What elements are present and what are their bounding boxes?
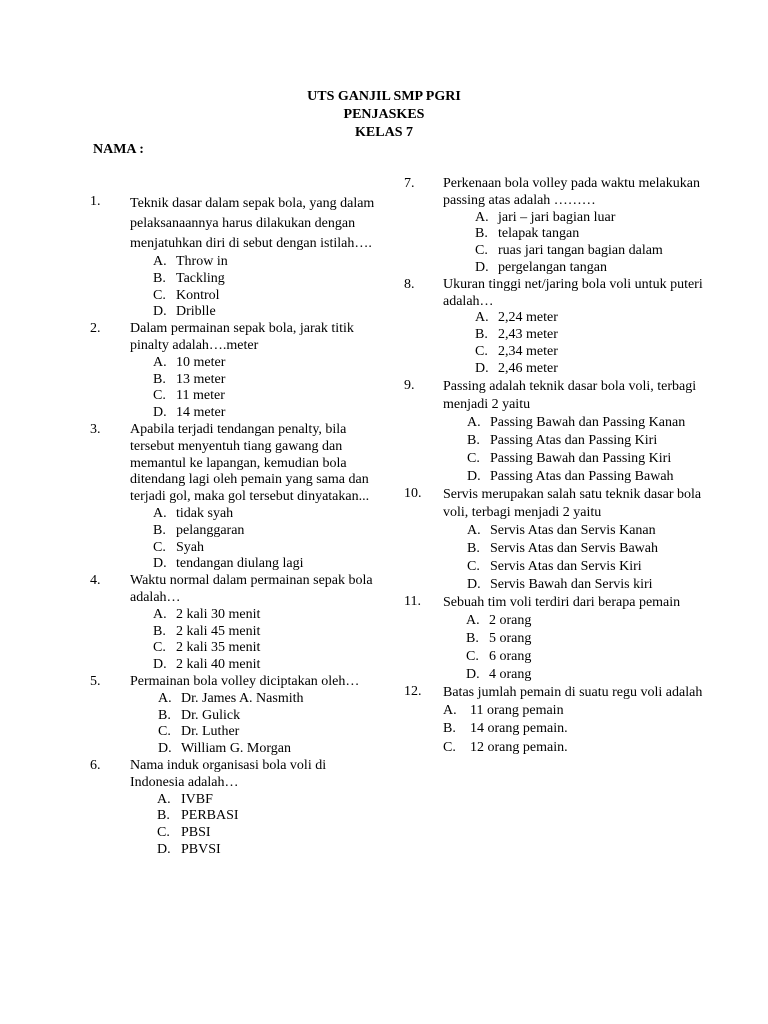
option-text: 11 meter [176,388,225,404]
question-text: Teknik dasar dalam sepak bola, yang dalam pelaksanaannya harus dilakukan dengan menjatuhkan diri di sebut dengan istilah…. [130,196,375,251]
left-column [90,194,380,859]
answer-option [130,640,380,657]
answer-option [130,657,380,674]
header-school: UTS GANJIL SMP PGRI [307,89,461,104]
option-text: PBVSI [181,841,221,857]
option-letter: C. [153,287,166,303]
question-11 [404,594,704,684]
option-letter: C. [157,825,170,841]
answer-option [130,388,380,405]
question-10 [404,486,704,594]
option-letter: D. [157,841,171,857]
question-1 [90,194,380,321]
option-text: Dr. Luther [181,724,240,740]
option-text: 6 orang [489,648,532,664]
question-5 [90,674,380,758]
answer-option [130,540,380,557]
answer-option [443,344,704,361]
answer-options [443,210,704,277]
option-text: PBSI [181,825,211,841]
option-letter: C. [153,539,166,555]
answer-option [443,666,704,684]
answer-option [443,432,704,450]
option-letter: B. [475,327,488,343]
question-2 [90,321,380,422]
option-text: 10 meter [176,354,226,370]
option-letter: A. [153,606,167,622]
answer-option [443,243,704,260]
answer-option [130,724,380,741]
answer-option [443,540,704,558]
option-letter: D. [153,657,167,673]
option-letter: C. [443,739,456,755]
answer-option [130,842,380,859]
answer-options [443,612,704,684]
option-letter: C. [466,648,479,664]
option-text: 4 orang [489,666,532,682]
option-letter: D. [158,741,172,757]
option-letter: D. [466,666,480,682]
option-letter: D. [153,405,167,421]
question-8 [404,277,704,378]
option-text: 2 kali 45 menit [176,623,261,639]
option-text: Kontrol [176,287,220,303]
answer-option [443,210,704,227]
answer-option [443,361,704,378]
question-number: 11. [404,593,421,609]
option-text: Driblle [176,304,216,320]
answer-option [443,450,704,468]
option-text: William G. Morgan [181,741,291,757]
option-text: 5 orang [489,630,532,646]
option-letter: C. [467,450,480,466]
answer-option [130,304,380,321]
question-text: Waktu normal dalam permainan sepak bola adalah… [130,573,373,605]
option-text: Dr. Gulick [181,707,241,723]
option-letter: A. [157,791,171,807]
answer-option [130,825,380,842]
option-letter: A. [443,702,457,718]
option-letter: D. [153,556,167,572]
option-letter: A. [153,254,167,269]
option-text: jari – jari bagian luar [498,209,616,225]
option-letter: C. [475,243,488,259]
option-letter: A. [467,414,481,430]
question-number: 10. [404,485,422,501]
question-number: 5. [90,673,101,689]
answer-option [443,260,704,277]
question-text: Nama induk organisasi bola voli di Indonesia adalah… [130,757,327,790]
answer-options [443,310,704,377]
answer-option [443,576,704,594]
option-text: PERBASI [181,808,239,824]
answer-option [443,327,704,344]
option-text: 2,46 meter [498,360,558,376]
name-label: NAMA : [93,142,144,157]
option-letter: A. [153,505,167,521]
answer-options [443,702,704,758]
option-letter: B. [158,707,171,723]
question-number: 9. [404,377,415,393]
answer-option [443,702,704,721]
option-text: Servis Atas dan Servis Kiri [490,558,642,574]
question-text: Sebuah tim voli terdiri dari berapa pemain [443,594,681,610]
question-9 [404,378,704,486]
answer-option [130,691,380,708]
option-letter: B. [443,721,456,737]
answer-option [130,254,380,271]
option-text: Passing Atas dan Passing Bawah [490,468,674,484]
option-text: Servis Atas dan Servis Bawah [490,540,658,556]
option-text: Servis Atas dan Servis Kanan [490,522,656,538]
answer-option [443,226,704,243]
option-letter: B. [466,630,479,646]
option-letter: B. [153,371,166,387]
question-text: Permainan bola volley diciptakan oleh… [130,673,360,689]
option-text: Syah [176,539,204,555]
answer-options [130,506,380,573]
answer-option [130,288,380,305]
answer-option [130,355,380,372]
answer-option [130,607,380,624]
header-subject: PENJASKES [343,107,425,122]
answer-option [443,414,704,432]
answer-option [130,523,380,540]
answer-option [130,624,380,641]
option-letter: A. [158,690,172,706]
option-text: Servis Bawah dan Servis kiri [490,576,653,592]
answer-options [130,691,380,758]
answer-option [443,612,704,630]
answer-option [443,630,704,648]
question-text: Ukuran tinggi net/jaring bola voli untuk puteri adalah… [443,276,703,309]
option-letter: B. [153,270,166,286]
option-text: pelanggaran [176,522,245,538]
answer-option [443,522,704,540]
option-letter: A. [466,612,480,628]
answer-options [443,522,704,594]
question-number: 1. [90,194,101,209]
answer-option [130,741,380,758]
option-letter: C. [153,640,166,656]
option-letter: C. [158,724,171,740]
question-7 [404,176,704,277]
question-number: 6. [90,757,101,773]
question-number: 3. [90,421,101,437]
option-letter: B. [475,226,488,242]
option-text: 2 kali 35 menit [176,640,261,656]
question-6 [90,758,380,859]
answer-option [130,708,380,725]
option-text: Passing Bawah dan Passing Kiri [490,450,672,466]
question-text: Batas jumlah pemain di suatu regu voli adalah [443,684,703,700]
answer-options [130,355,380,422]
right-column [404,176,704,757]
option-text: 2,34 meter [498,343,558,359]
answer-options [130,607,380,674]
question-text: Passing adalah teknik dasar bola voli, terbagi menjadi 2 yaitu [443,378,697,412]
question-text: Dalam permainan sepak bola, jarak titik pinalty adalah….meter [130,321,354,353]
option-letter: D. [475,360,489,376]
option-letter: D. [467,576,481,592]
option-text: Dr. James A. Nasmith [181,690,304,706]
option-text: Passing Bawah dan Passing Kanan [490,414,686,430]
option-letter: B. [153,623,166,639]
question-number: 7. [404,176,415,191]
option-letter: A. [475,310,489,326]
option-letter: C. [475,343,488,359]
option-letter: C. [153,388,166,404]
answer-option [130,556,380,573]
option-text: Tackling [176,270,225,286]
question-4 [90,573,380,674]
option-text: 2,24 meter [498,310,558,326]
answer-options [443,414,704,486]
option-text: Throw in [176,254,228,269]
exam-header [0,88,768,142]
question-text: Perkenaan bola volley pada waktu melakukan passing atas adalah ……… [443,176,700,208]
answer-option [443,468,704,486]
answer-option [130,271,380,288]
option-letter: B. [467,432,480,448]
option-text: 14 orang pemain. [470,721,568,737]
question-number: 2. [90,321,101,337]
option-text: ruas jari tangan bagian dalam [498,243,663,259]
option-letter: B. [153,522,166,538]
answer-option [130,792,380,809]
header-class: KELAS 7 [355,125,413,140]
answer-option [130,506,380,523]
option-letter: D. [153,304,167,320]
option-letter: B. [157,808,170,824]
option-letter: D. [475,259,489,275]
option-text: 2 orang [489,612,532,628]
answer-option [443,558,704,576]
question-3 [90,422,380,573]
option-text: 2 kali 40 menit [176,657,261,673]
option-text: 2 kali 30 menit [176,606,261,622]
option-text: IVBF [181,791,213,807]
option-text: 2,43 meter [498,327,558,343]
option-text: 12 orang pemain. [470,739,568,755]
answer-option [130,808,380,825]
answer-option [130,405,380,422]
option-letter: D. [467,468,481,484]
option-letter: A. [475,209,489,225]
answer-option [443,739,704,758]
option-letter: C. [467,558,480,574]
option-text: 14 meter [176,405,226,421]
option-letter: B. [467,540,480,556]
option-text: 11 orang pemain [470,702,564,718]
question-12 [404,684,704,758]
option-text: telapak tangan [498,226,580,242]
option-text: tidak syah [176,505,234,521]
question-text: Apabila terjadi tendangan penalty, bila tersebut menyentuh tiang gawang dan memantul ke lapangan, kemudian bola ditendang lagi oleh pemain yang sama dan terjadi gol, maka gol tersebut dinyatakan... [130,421,370,505]
answer-option [443,720,704,739]
question-number: 4. [90,573,101,589]
option-text: pergelangan tangan [498,259,607,275]
option-text: 13 meter [176,371,226,387]
answer-option [443,648,704,666]
question-number: 12. [404,683,422,699]
answer-option [443,310,704,327]
question-number: 8. [404,276,415,292]
option-text: tendangan diulang lagi [176,556,304,572]
option-text: Passing Atas dan Passing Kiri [490,432,658,448]
answer-options [130,254,380,321]
answer-option [130,372,380,389]
question-text: Servis merupakan salah satu teknik dasar bola voli, terbagi menjadi 2 yaitu [443,486,702,520]
option-letter: A. [153,354,167,370]
answer-options [130,792,380,859]
option-letter: A. [467,522,481,538]
